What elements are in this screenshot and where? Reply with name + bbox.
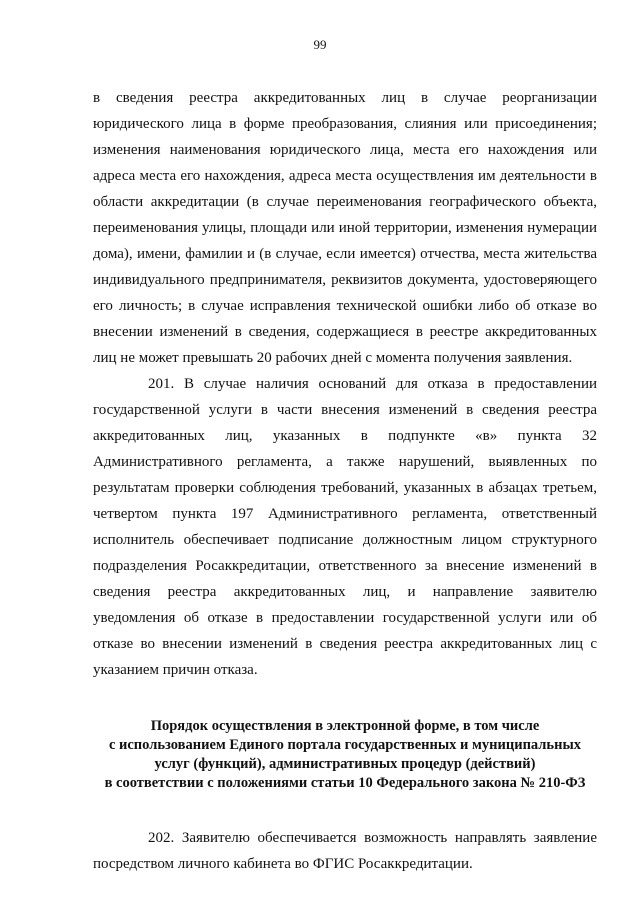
paragraph-continuation: в сведения реестра аккредитованных лиц в случае реорганизации юридического лица в форме преобразования, слияния или присоединения; изменения наименования юридического лица, места его нахождения или адреса места его нахождения, адреса места осуществления им деятельности в области аккредитации (в случае переименования географического объекта, переименования улицы, площади или иной территории, изменения нумерации дома), имени, фамилии и (в случае, если имеется) отчества, места жительства индивидуального предпринимателя, реквизитов документа, удостоверяющего его личность; в случае исправления технической ошибки либо об отказе во внесении изменений в сведения, содержащиеся в реестре аккредитованных лиц не может превышать 20 рабочих дней с момента получения заявления.: [93, 90, 597, 366]
paragraph-201: 201. В случае наличия оснований для отказа в предоставлении государственной услуги в части внесения изменений в сведения реестра аккредитованных лиц, указанных в подпункте «в» пункта 32 Административного регламента, а также нарушений, выявленных по результатам проверки соблюдения требований, указанных в абзацах третьем, четвертом пункта 197 Административного регламента, ответственный исполнитель обеспечивает подписание должностным лицом структурного подразделения Росаккредитации, ответственного за внесение изменений в сведения реестра аккредитованных лиц, и направление заявителю уведомления об отказе в предоставлении государственной услуги или об отказе во внесении изменений в сведения реестра аккредитованных лиц с указанием причин отказа.: [93, 376, 597, 678]
section-heading: [93, 717, 597, 793]
section-heading-line: услуг (функций), административных процедур (действий): [154, 756, 536, 772]
document-body: [93, 85, 597, 877]
section-heading-line: с использованием Единого портала государственных и муниципальных: [108, 737, 582, 753]
page-number: 99: [313, 37, 327, 52]
paragraph-202: 202. Заявителю обеспечивается возможность направлять заявление посредством личного кабинета во ФГИС Росаккредитации.: [93, 830, 597, 872]
section-heading-line: в соответствии с положениями статьи 10 Федерального закона № 210-ФЗ: [104, 775, 586, 791]
section-heading-line: Порядок осуществления в электронной форме, в том числе: [150, 718, 540, 734]
